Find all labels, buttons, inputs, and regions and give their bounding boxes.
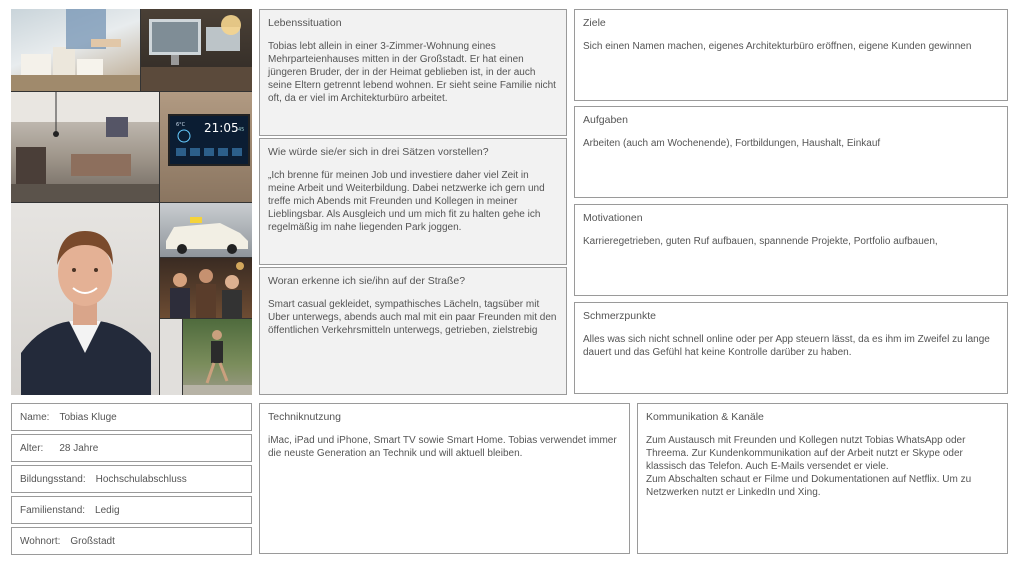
persona-photo-collage — [11, 9, 252, 395]
lebenssituation-title: Lebenssituation — [268, 17, 342, 29]
portrait-photo — [11, 203, 159, 395]
wohnort-value: Großstadt — [70, 535, 115, 547]
wohnort-field — [11, 527, 252, 555]
kommunikation-text-2: Zum Abschalten schaut er Filme und Dokumentationen auf Netflix. Um zu Netzwerken nutzt er LinkedIn und Xing. — [646, 474, 972, 498]
bar-friends-photo — [160, 258, 252, 318]
erkennen-text: Smart casual gekleidet, sympathisches Lächeln, tagsüber mit Uber unterwegs, abends auch mal mit ein paar Freunden mit den öffentlichen Verkehrsmitteln unterwegs, getrieben, zielstrebig — [268, 299, 557, 336]
techniknutzung-text: iMac, iPad und iPhone, Smart TV sowie Smart Home. Tobias verwendet immer die neuste Generation an Technik und will aktuell bleiben. — [268, 435, 617, 459]
lebenssituation-text: Tobias lebt allein in einer 3-Zimmer-Wohnung eines Mehrparteienhauses mitten in der Großstadt. Er hat einen jüngeren Bruder, der in der Heimat geblieben ist, in der auch seine Eltern getrennt lebend wohnen. Er sieht seine Familie nicht oft, da er viel im Architekturbüro arbeitet. — [268, 41, 556, 104]
wohnort-label: Wohnort: — [20, 535, 61, 547]
aufgaben-box — [574, 106, 1008, 198]
vorstellen-box — [259, 138, 567, 265]
ziele-title: Ziele — [583, 17, 606, 29]
schmerzpunkte-box — [574, 302, 1008, 394]
aufgaben-text: Arbeiten (auch am Wochenende), Fortbildungen, Haushalt, Einkauf — [583, 138, 881, 149]
living-room-photo — [11, 92, 159, 202]
bildung-field — [11, 465, 252, 493]
clock-time: 21:05 — [204, 121, 239, 135]
erkennen-title: Woran erkenne ich sie/ihn auf der Straße? — [268, 275, 466, 287]
kommunikation-box — [637, 403, 1008, 554]
smart-home-display-photo — [160, 92, 252, 202]
ziele-text: Sich einen Namen machen, eigenes Architekturbüro eröffnen, eigene Kunden gewinnen — [583, 41, 972, 52]
schmerzpunkte-text: Alles was sich nicht schnell online oder per App steuern lässt, da es ihm im Zweifel zu lange dauert und das Gefühl hat keine Kontrolle darüber zu haben. — [583, 334, 990, 358]
jogging-photo — [183, 319, 252, 395]
alter-value: 28 Jahre — [59, 442, 99, 454]
motivationen-title: Motivationen — [583, 212, 643, 224]
familienstand-label: Familienstand: — [20, 504, 86, 516]
motivationen-text: Karrieregetrieben, guten Ruf aufbauen, spannende Projekte, Portfolio aufbauen, — [583, 236, 938, 247]
alter-label: Alter: — [20, 442, 44, 454]
desk-monitors-photo — [141, 9, 252, 91]
vorstellen-title: Wie würde sie/er sich in drei Sätzen vorstellen? — [268, 146, 489, 158]
familienstand-field — [11, 496, 252, 524]
name-label: Name: — [20, 411, 50, 423]
name-field — [11, 403, 252, 431]
architecture-model-photo — [11, 9, 140, 91]
aufgaben-title: Aufgaben — [583, 114, 628, 126]
kommunikation-text-1: Zum Austausch mit Freunden und Kollegen nutzt Tobias WhatsApp oder Threema. Zur Kundenkommunikation auf der Arbeit nutzt er Skype oder klassisch das Telefon. Auch E-Mails versendet er viele. — [646, 435, 966, 472]
clock-seconds: 45 — [238, 127, 245, 133]
techniknutzung-box — [259, 403, 630, 554]
vorstellen-text: „Ich brenne für meinen Job und investiere daher viel Zeit in meine Arbeit und Weiterbildung. Dabei netzwerke ich gern und treffe mich Abends mit Freunden und Kollegen in meiner Lieblingsbar. Als Ausgleich und um mich fit zu halten gehe ich regelmäßig im nahe liegenden Park joggen. — [268, 170, 545, 233]
collage-fill — [160, 319, 182, 395]
alter-field — [11, 434, 252, 462]
motivationen-box — [574, 204, 1008, 296]
schmerzpunkte-title: Schmerzpunkte — [583, 310, 656, 322]
name-value: Tobias Kluge — [59, 411, 117, 423]
bildung-label: Bildungsstand: — [20, 473, 86, 485]
ziele-box — [574, 9, 1008, 101]
familienstand-value: Ledig — [95, 504, 120, 516]
taxi-photo — [160, 203, 252, 257]
kommunikation-title: Kommunikation & Kanäle — [646, 411, 764, 423]
erkennen-box — [259, 267, 567, 395]
clock-temperature: 6°C — [176, 122, 186, 128]
bildung-value: Hochschulabschluss — [95, 473, 187, 485]
lebenssituation-box — [259, 9, 567, 136]
techniknutzung-title: Techniknutzung — [268, 411, 341, 423]
